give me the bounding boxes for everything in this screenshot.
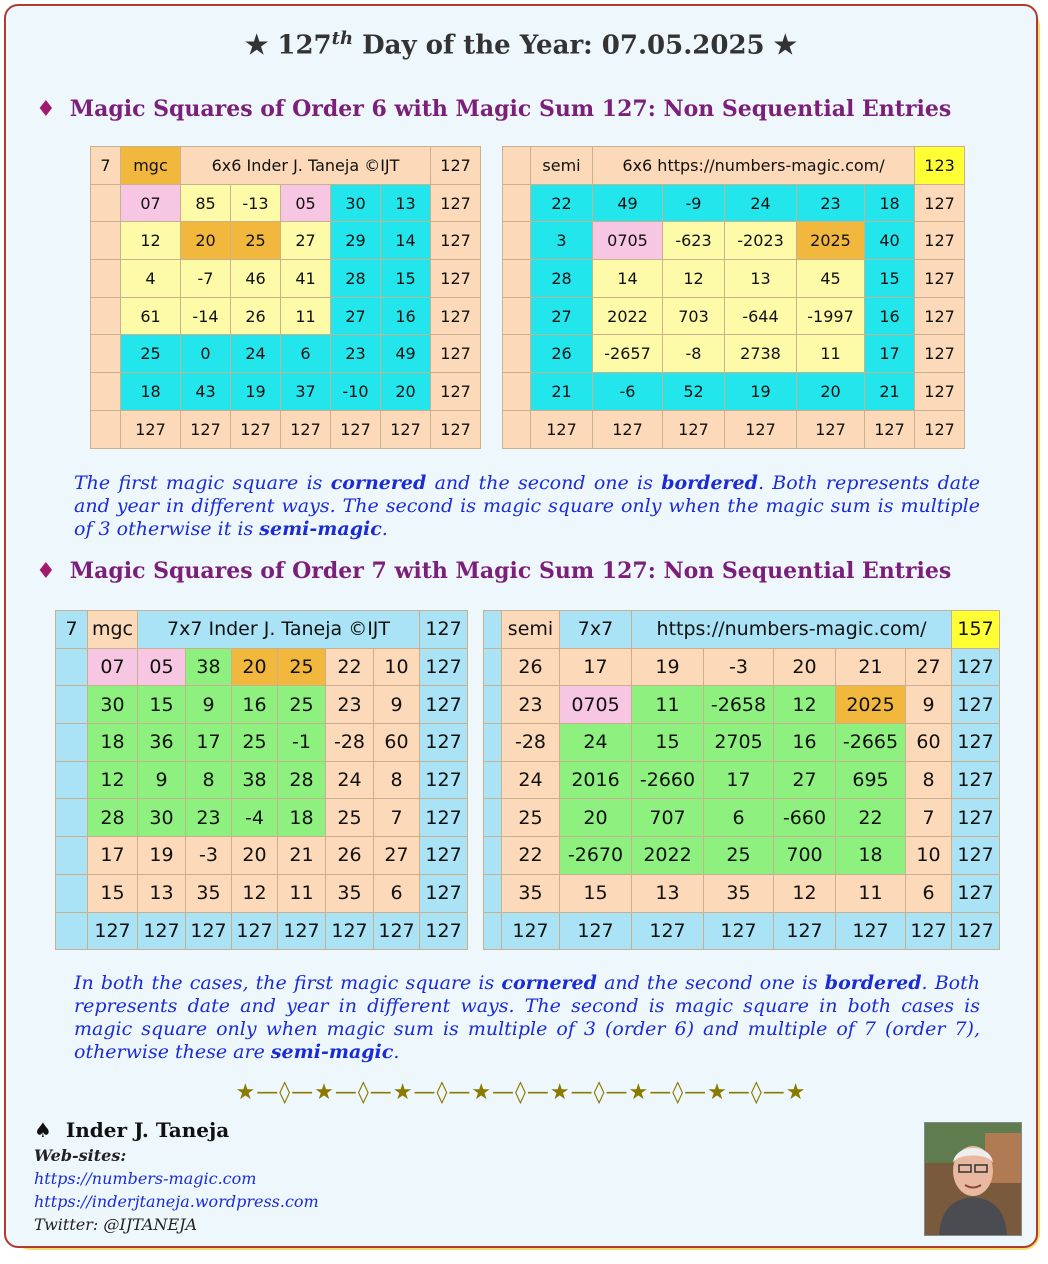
cell: 05 [281,184,331,222]
cell: 20 [797,373,865,411]
cell: 2022 [593,297,663,335]
cell: 35 [704,874,774,912]
cell: 15 [138,686,186,724]
cell: 49 [593,184,663,222]
cell: 29 [331,222,381,260]
cell: -4 [232,799,278,837]
cell: -6 [593,373,663,411]
cell: -28 [326,724,374,762]
row-sum: 127 [952,799,1000,837]
cell: 60 [374,724,420,762]
cell: -2657 [593,335,663,373]
col-sum: 127 [560,912,632,950]
cell: 40 [865,222,915,260]
cell: 28 [278,761,326,799]
cell: 24 [725,184,797,222]
col-sum: 127 [593,410,663,448]
cell: 19 [725,373,797,411]
cell: -2023 [725,222,797,260]
col-sum: 127 [186,912,232,950]
corner-label: 7 [56,611,88,649]
cell: 12 [88,761,138,799]
cell: 12 [774,686,836,724]
cell: 19 [138,837,186,875]
col-sum: 127 [231,410,281,448]
cell: 20 [560,799,632,837]
cell: 17 [186,724,232,762]
square-title-url: https://numbers-magic.com/ [632,611,952,649]
col-sum: 127 [326,912,374,950]
cell: 24 [502,761,560,799]
cell: 24 [560,724,632,762]
cell: 16 [865,297,915,335]
row-sum: 127 [952,761,1000,799]
cell: 8 [906,761,952,799]
section-heading-order7: ♦ Magic Squares of Order 7 with Magic Sum 127: Non Sequential Entries [36,558,952,584]
col-sum: 127 [331,410,381,448]
cell: 13 [725,260,797,298]
cell: 20 [232,648,278,686]
row-sum: 127 [915,184,965,222]
diag-sum: 127 [420,912,468,950]
cell: 24 [231,335,281,373]
cell: 9 [374,686,420,724]
cell: 37 [281,373,331,411]
square-title: 7x7 Inder J. Taneja ©IJT [138,611,420,649]
cell: 2025 [797,222,865,260]
cell: 19 [231,373,281,411]
cell: 6 [281,335,331,373]
cell: -623 [663,222,725,260]
col-sum: 127 [278,912,326,950]
twitter-handle: Twitter: @IJTANEJA [34,1215,198,1234]
cell: 0 [181,335,231,373]
cell: 43 [181,373,231,411]
col-sum: 127 [88,912,138,950]
cell: 8 [374,761,420,799]
row-sum: 127 [431,373,481,411]
cell: 12 [663,260,725,298]
cell: 6 [906,874,952,912]
cell: 9 [138,761,186,799]
diamond-icon: ♦ [36,96,56,122]
cell: 2738 [725,335,797,373]
col-sum: 127 [381,410,431,448]
cell: 22 [502,837,560,875]
cell: 26 [531,335,593,373]
row-sum: 127 [952,686,1000,724]
tag-label: semi [531,147,593,185]
cell: 21 [278,837,326,875]
col-sum: 127 [906,912,952,950]
cell: 22 [531,184,593,222]
col-sum: 127 [725,410,797,448]
cell: 700 [774,837,836,875]
col-sum: 127 [281,410,331,448]
website-link-1[interactable]: https://numbers-magic.com [34,1169,257,1188]
cell: 38 [232,761,278,799]
row-sum: 127 [420,686,468,724]
row-sum: 127 [420,761,468,799]
tag-label: mgc [121,147,181,185]
cell: 15 [632,724,704,762]
row-sum: 127 [420,874,468,912]
cell: -2665 [836,724,906,762]
col-sum: 127 [502,912,560,950]
cell: 13 [381,184,431,222]
cell: 27 [374,837,420,875]
cell: 26 [231,297,281,335]
row-sum: 127 [420,724,468,762]
row-sum: 127 [420,837,468,875]
cell: 27 [531,297,593,335]
cell: -14 [181,297,231,335]
cell: 11 [797,335,865,373]
cell: 20 [774,648,836,686]
row-sum: 127 [915,222,965,260]
cell: 695 [836,761,906,799]
cell: 17 [88,837,138,875]
cell: 23 [331,335,381,373]
cell: 18 [121,373,181,411]
cell: -3 [186,837,232,875]
cell: 2705 [704,724,774,762]
row-sum: 127 [915,335,965,373]
cell: 7 [374,799,420,837]
cell: 21 [865,373,915,411]
cell: 25 [502,799,560,837]
cell: 05 [138,648,186,686]
cell: 25 [278,648,326,686]
cell: -8 [663,335,725,373]
cell: 25 [232,724,278,762]
cell: 21 [531,373,593,411]
cell: 38 [186,648,232,686]
cell: 15 [865,260,915,298]
square-title: 6x6 https://numbers-magic.com/ [593,147,915,185]
cell: 07 [121,184,181,222]
cell: 20 [232,837,278,875]
cell: -28 [502,724,560,762]
sum-label: 123 [915,147,965,185]
cell: 26 [502,648,560,686]
cell: 7 [906,799,952,837]
cell: 25 [326,799,374,837]
cell: 45 [797,260,865,298]
cell: 0705 [560,686,632,724]
website-link-2[interactable]: https://inderjtaneja.wordpress.com [34,1192,319,1211]
col-sum: 127 [374,912,420,950]
diag-sum: 127 [915,410,965,448]
col-sum: 127 [797,410,865,448]
cell: -2670 [560,837,632,875]
cell: 21 [836,648,906,686]
cell: 61 [121,297,181,335]
cell: 20 [381,373,431,411]
cell: 9 [186,686,232,724]
page-title: ★ 127th Day of the Year: 07.05.2025 ★ [245,28,797,61]
cell: 46 [231,260,281,298]
cell: 11 [836,874,906,912]
cell: 85 [181,184,231,222]
row-sum: 127 [420,799,468,837]
cell: -660 [774,799,836,837]
cell: 28 [331,260,381,298]
row-sum: 127 [915,373,965,411]
cell: 28 [88,799,138,837]
cell: 23 [797,184,865,222]
cell: 18 [865,184,915,222]
cell: 0705 [593,222,663,260]
websites-label: Web-sites: [34,1146,127,1165]
cell: 28 [531,260,593,298]
explanation-paragraph-2: In both the cases, the first magic square is cornered and the second one is bordered. Both represents date and year in different ways. The second is magic square in both cases is magic square only when magic sum is multiple of 3 (order 6) and multiple of 7 (order 7), otherwise these are semi-magic. [74,972,980,1063]
cell: 15 [560,874,632,912]
cell: 15 [88,874,138,912]
cell: 11 [278,874,326,912]
cell: 20 [181,222,231,260]
cell: 35 [186,874,232,912]
tag-label: mgc [88,611,138,649]
cell: 52 [663,373,725,411]
cell: 11 [632,686,704,724]
cell: 25 [278,686,326,724]
col-sum: 127 [632,912,704,950]
cell: 14 [593,260,663,298]
diag-sum: 127 [952,912,1000,950]
cell: 12 [232,874,278,912]
cell: 2025 [836,686,906,724]
cell: 25 [121,335,181,373]
cell: -1 [278,724,326,762]
cell: 15 [381,260,431,298]
magic-square-7x7-bordered [483,610,1000,950]
col-sum: 127 [181,410,231,448]
row-sum: 127 [915,260,965,298]
cell: -9 [663,184,725,222]
square-title: 6x6 Inder J. Taneja ©IJT [181,147,431,185]
cell: -3 [704,648,774,686]
row-sum: 127 [952,837,1000,875]
cell: 26 [326,837,374,875]
sum-label: 157 [952,611,1000,649]
col-sum: 127 [663,410,725,448]
cell: 10 [906,837,952,875]
cell: 25 [231,222,281,260]
cell: 18 [278,799,326,837]
cell: 4 [121,260,181,298]
row-sum: 127 [431,297,481,335]
cell: 16 [381,297,431,335]
cell: 14 [381,222,431,260]
cell: -7 [181,260,231,298]
cell: 2022 [632,837,704,875]
magic-square-7x7-cornered [55,610,468,950]
corner-label: 7 [91,147,121,185]
cell: 13 [632,874,704,912]
cell: 22 [326,648,374,686]
row-sum: 127 [431,335,481,373]
cell: 10 [374,648,420,686]
cell: 703 [663,297,725,335]
row-sum: 127 [431,222,481,260]
cell: 3 [531,222,593,260]
row-sum: 127 [915,297,965,335]
cell: 2016 [560,761,632,799]
spade-icon: ♠ [34,1118,52,1142]
star-divider: ★—◊—★—◊—★—◊—★—◊—★—◊—★—◊—★—◊—★ [235,1080,807,1105]
cell: 17 [704,761,774,799]
cell: 23 [502,686,560,724]
row-sum: 127 [431,184,481,222]
cell: 60 [906,724,952,762]
cell: 25 [704,837,774,875]
cell: 24 [326,761,374,799]
cell: 27 [906,648,952,686]
cell: 41 [281,260,331,298]
cell: 6 [374,874,420,912]
cell: 27 [774,761,836,799]
cell: -644 [725,297,797,335]
cell: 23 [186,799,232,837]
magic-square-6x6-bordered [502,146,965,449]
col-sum: 127 [704,912,774,950]
cell: 9 [906,686,952,724]
cell: 12 [774,874,836,912]
tag-label: semi [502,611,560,649]
cell: 30 [88,686,138,724]
cell: -1997 [797,297,865,335]
cell: 35 [502,874,560,912]
col-sum: 127 [138,912,186,950]
cell: 30 [138,799,186,837]
cell: 12 [121,222,181,260]
cell: 18 [88,724,138,762]
square-title-order: 7x7 [560,611,632,649]
cell: 07 [88,648,138,686]
cell: 27 [331,297,381,335]
cell: 22 [836,799,906,837]
explanation-paragraph-1: The first magic square is cornered and the second one is bordered. Both represents date and year in different ways. The second is magic square only when the magic sum is multiple of 3 otherwise it is semi-magic. [74,472,980,540]
section-heading-order6: ♦ Magic Squares of Order 6 with Magic Sum 127: Non Sequential Entries [36,96,952,122]
cell: 707 [632,799,704,837]
author-name: ♠ Inder J. Taneja [34,1118,230,1142]
cell: 23 [326,686,374,724]
diamond-icon: ♦ [36,558,56,584]
cell: 13 [138,874,186,912]
cell: 19 [632,648,704,686]
row-sum: 127 [431,260,481,298]
cell: 16 [774,724,836,762]
cell: 27 [281,222,331,260]
cell: 18 [836,837,906,875]
cell: -2660 [632,761,704,799]
row-sum: 127 [952,724,1000,762]
magic-square-6x6-cornered [90,146,481,449]
cell: 8 [186,761,232,799]
col-sum: 127 [774,912,836,950]
diag-sum: 127 [431,410,481,448]
cell: -13 [231,184,281,222]
col-sum: 127 [865,410,915,448]
sum-label: 127 [431,147,481,185]
cell: 16 [232,686,278,724]
col-sum: 127 [836,912,906,950]
row-sum: 127 [420,648,468,686]
cell: -10 [331,373,381,411]
cell: 35 [326,874,374,912]
sum-label: 127 [420,611,468,649]
author-photo [924,1122,1022,1236]
cell: 49 [381,335,431,373]
cell: 30 [331,184,381,222]
cell: 17 [865,335,915,373]
row-sum: 127 [952,648,1000,686]
cell: 6 [704,799,774,837]
row-sum: 127 [952,874,1000,912]
cell: 36 [138,724,186,762]
col-sum: 127 [531,410,593,448]
col-sum: 127 [121,410,181,448]
col-sum: 127 [232,912,278,950]
cell: 17 [560,648,632,686]
cell: -2658 [704,686,774,724]
cell: 11 [281,297,331,335]
